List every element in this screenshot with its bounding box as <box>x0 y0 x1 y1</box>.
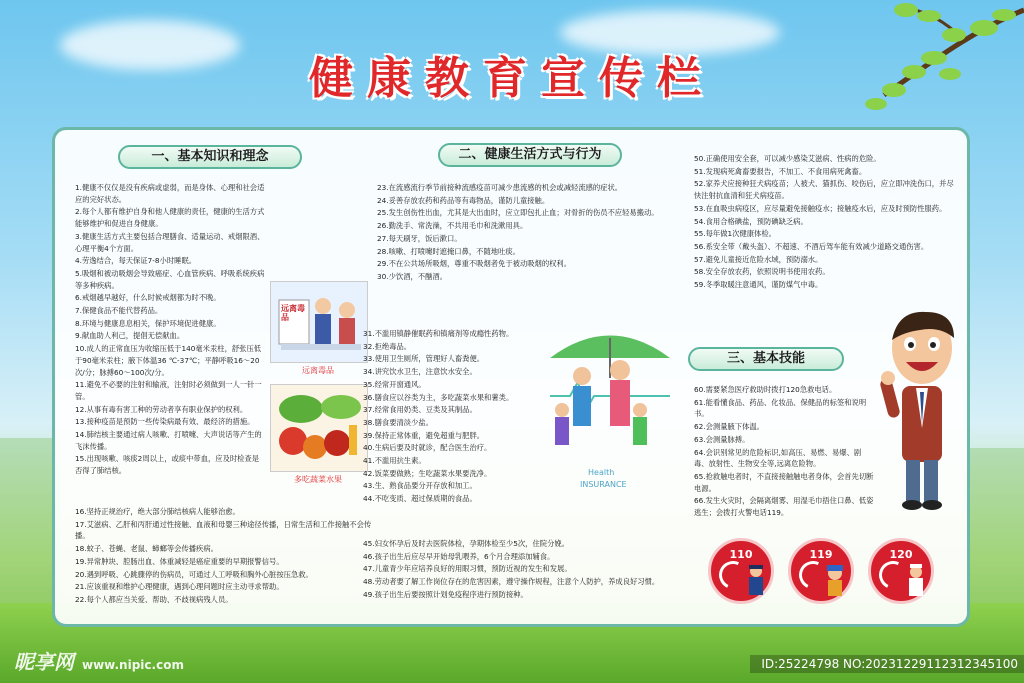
list-item: 38.膳食要清淡少盐。 <box>363 417 433 427</box>
drug-sign-text: 远离毒品 <box>281 304 305 322</box>
list-item: 24.妥善存放农药和药品等有毒物品，谨防儿童接触。 <box>377 195 550 205</box>
list-item: 2.每个人都有维护自身和他人健康的责任，健康的生活方式能够维护和促进自身健康。 <box>75 207 265 229</box>
list-item: 56.系安全带（戴头盔）、不超速、不酒后驾车能有效减少道路交通伤害。 <box>694 241 929 251</box>
vegetables-illustration <box>270 384 368 472</box>
list-item: 4.劳逸结合，每天保证7-8小时睡眠。 <box>75 256 197 266</box>
lifestyle-list-middle <box>363 328 543 506</box>
list-item: 40.生病后要及时就诊，配合医生治疗。 <box>363 443 492 453</box>
list-item: 29.不在公共场所吸烟，尊重不吸烟者免于被动吸烟的权利。 <box>377 259 572 269</box>
list-item: 14.肺结核主要通过病人咳嗽、打喷嚏、大声说话等产生的飞沫传播。 <box>75 430 262 451</box>
emergency-110-badge <box>708 538 774 604</box>
caption-anti-drug: 远离毒品 <box>302 366 334 375</box>
list-item: 9.献血助人利己，提倡无偿献血。 <box>75 331 185 341</box>
emergency-120-badge <box>868 538 934 604</box>
list-item: 54.食用合格碘盐，预防碘缺乏病。 <box>694 216 808 226</box>
knowledge-list-col1-bottom <box>75 506 375 607</box>
list-item: 52.家养犬应接种狂犬病疫苗；人被犬、猫抓伤、咬伤后，应立即冲洗伤口，并尽快注射抗血清和狂犬病疫苗。 <box>694 179 954 201</box>
health-label: Health <box>588 468 615 477</box>
list-item: 46.孩子出生后应尽早开始母乳喂养，6个月合理添加辅食。 <box>363 551 555 561</box>
list-item: 42.饭菜要做熟；生吃蔬菜水果要洗净。 <box>363 468 492 478</box>
lifestyle-list-bottom <box>363 538 693 602</box>
list-item: 49.孩子出生后要按照计划免疫程序进行预防接种。 <box>363 589 528 599</box>
cartoon-man-mascot <box>880 308 966 513</box>
police-icon <box>745 563 767 599</box>
list-item: 51.发现病死禽畜要报告，不加工、不食用病死禽畜。 <box>694 166 867 176</box>
list-item: 13.接种疫苗是预防一些传染病最有效、最经济的措施。 <box>75 417 255 427</box>
watermark-id: ID:25224798 NO:20231229112312345100 <box>750 655 1024 673</box>
list-item: 62.会测量腋下体温。 <box>694 422 764 432</box>
section-header-lifestyle: 二、健康生活方式与行为 <box>438 143 622 167</box>
list-item: 60.需要紧急医疗救助时拨打120急救电话。 <box>694 385 837 394</box>
list-item: 1.健康不仅仅是没有疾病或虚弱，而是身体、心理和社会适应的完好状态。 <box>75 183 265 204</box>
list-item: 31.不滥用镇静催眠药和镇痛剂等成瘾性药物。 <box>363 329 514 338</box>
list-item: 55.每年做1次健康体检。 <box>694 229 776 239</box>
emergency-number: 110 <box>729 548 753 561</box>
list-item: 57.避免儿童接近危险水域，预防溺水。 <box>694 254 823 264</box>
family-umbrella-illustration <box>540 318 680 498</box>
insurance-label: INSURANCE <box>580 480 627 489</box>
list-item: 5.吸烟和被动吸烟会导致癌症、心血管疾病、呼吸系统疾病等多种疾病。 <box>75 268 265 290</box>
list-item: 47.儿童青少年应培养良好的用眼习惯，预防近视的发生和发展。 <box>363 564 572 574</box>
list-item: 58.安全存放农药，依照说明书使用农药。 <box>694 267 830 277</box>
list-item: 10.成人的正常血压为收缩压低于140毫米汞柱，舒张压低于90毫米汞柱；腋下体温36 ℃-37℃；平静呼吸16～20次/分；脉搏60～100次/分。 <box>75 344 262 377</box>
lifestyle-list-top <box>377 182 682 284</box>
list-item: 44.不吃变质、超过保质期的食品。 <box>363 494 477 504</box>
emergency-number: 120 <box>889 548 913 561</box>
list-item: 63.会测量脉搏。 <box>694 434 750 444</box>
list-item: 59.冬季取暖注意通风，谨防煤气中毒。 <box>694 280 823 290</box>
list-item: 3.健康生活方式主要包括合理膳食、适量运动、戒烟限酒、心理平衡4个方面。 <box>75 231 265 253</box>
list-item: 22.每个人都应当关爱、帮助、不歧视病残人员。 <box>75 594 233 604</box>
skills-list <box>694 384 874 520</box>
list-item: 26.勤洗手、常洗澡，不共用毛巾和洗漱用具。 <box>377 221 528 231</box>
list-item: 43.生、熟食品要分开存放和加工。 <box>363 481 477 491</box>
lifestyle-list-col3 <box>694 153 954 292</box>
caption-vegetables: 多吃蔬菜水果 <box>294 475 342 484</box>
watermark-logo <box>14 646 184 675</box>
list-item: 23.在流感流行季节前接种流感疫苗可减少患流感的机会或减轻流感的症状。 <box>377 183 623 192</box>
list-item: 53.在血吸虫病疫区，应尽量避免接触疫水；接触疫水后，应及时预防性服药。 <box>694 203 947 213</box>
list-item: 33.使用卫生厕所，管理好人畜粪便。 <box>363 354 485 364</box>
list-item: 61.能看懂食品、药品、化妆品、保健品的标签和说明书。 <box>694 397 867 419</box>
list-item: 32.拒绝毒品。 <box>363 341 412 351</box>
city-silhouette <box>0 438 60 608</box>
list-item: 8.环境与健康息息相关，保护环境促进健康。 <box>75 318 221 328</box>
knowledge-list-col1 <box>75 182 265 478</box>
list-item: 34.讲究饮水卫生，注意饮水安全。 <box>363 367 477 377</box>
list-item: 20.遇到呼吸、心跳骤停的伤病员，可通过人工呼吸和胸外心脏按压急救。 <box>75 569 313 579</box>
list-item: 65.抢救触电者时，不直接接触触电者身体，会首先切断电源。 <box>694 471 874 493</box>
section-header-skills: 三、基本技能 <box>688 347 844 371</box>
list-item: 17.艾滋病、乙肝和丙肝通过性接触、血液和母婴三种途径传播，日常生活和工作接触不会传播。 <box>75 519 372 541</box>
list-item: 64.会识别常见的危险标识,如高压、易燃、易爆、剧毒、放射性、生物安全等,远离危险物。 <box>694 447 862 469</box>
list-item: 48.劳动者要了解工作岗位存在的危害因素，遵守操作规程，注意个人防护，养成良好习惯。 <box>363 577 660 587</box>
nurse-icon <box>905 563 927 599</box>
list-item: 30.少饮酒，不酗酒。 <box>377 271 447 281</box>
list-item: 28.咳嗽、打喷嚏时遮掩口鼻，不随地吐痰。 <box>377 246 520 256</box>
list-item: 37.经常食用奶类、豆类及其制品。 <box>363 405 477 415</box>
list-item: 35.经常开窗通风。 <box>363 379 426 389</box>
list-item: 21.应该重视和维护心理健康，遇到心理问题时应主动寻求帮助。 <box>75 582 284 592</box>
list-item: 50.正确使用安全套，可以减少感染艾滋病、性病的危险。 <box>694 154 881 163</box>
list-item: 12.从事有毒有害工种的劳动者享有职业保护的权利。 <box>75 404 248 414</box>
list-item: 7.保健食品不能代替药品。 <box>75 306 163 316</box>
city-silhouette <box>965 448 1024 608</box>
section-header-basic-knowledge: 一、基本知识和理念 <box>118 145 302 169</box>
watermark-site-name: 昵享网 <box>14 650 74 674</box>
list-item: 6.戒烟越早越好，什么时候戒烟都为时不晚。 <box>75 293 221 303</box>
list-item: 15.出现咳嗽、咳痰2周以上，或痰中带血，应及时检查是否得了肺结核。 <box>75 454 260 476</box>
emergency-number: 119 <box>809 548 833 561</box>
list-item: 27.每天刷牙，饭后漱口。 <box>377 233 462 243</box>
list-item: 19.异常肿块、腔肠出血、体重减轻是癌症重要的早期报警信号。 <box>75 556 284 566</box>
firefighter-icon <box>823 563 847 599</box>
list-item: 25.发生创伤性出血，尤其是大出血时，应立即包扎止血；对骨折的伤员不应轻易搬动。 <box>377 208 659 218</box>
anti-drug-illustration <box>270 281 368 363</box>
list-item: 18.蚊子、苍蝇、老鼠、蟑螂等会传播疾病。 <box>75 544 218 554</box>
list-item: 11.避免不必要的注射和输液，注射时必须做到一人一针一管。 <box>75 380 262 401</box>
list-item: 16.坚持正规治疗，绝大部分肺结核病人能够治愈。 <box>75 507 240 516</box>
emergency-119-badge <box>788 538 854 604</box>
list-item: 39.保持正常体重，避免超重与肥胖。 <box>363 430 485 440</box>
list-item: 66.发生火灾时，会隔离烟雾、用湿毛巾捂住口鼻、低姿逃生；会拨打火警电话119。 <box>694 496 874 518</box>
list-item: 36.膳食应以谷类为主，多吃蔬菜水果和薯类。 <box>363 392 514 402</box>
list-item: 41.不滥用抗生素。 <box>363 456 426 466</box>
list-item: 45.妇女怀孕后及时去医院体检，孕期体检至少5次，住院分娩。 <box>363 539 569 548</box>
page-title: 健康教育宣传栏 <box>309 53 715 104</box>
watermark-url: www.nipic.com <box>82 658 184 672</box>
